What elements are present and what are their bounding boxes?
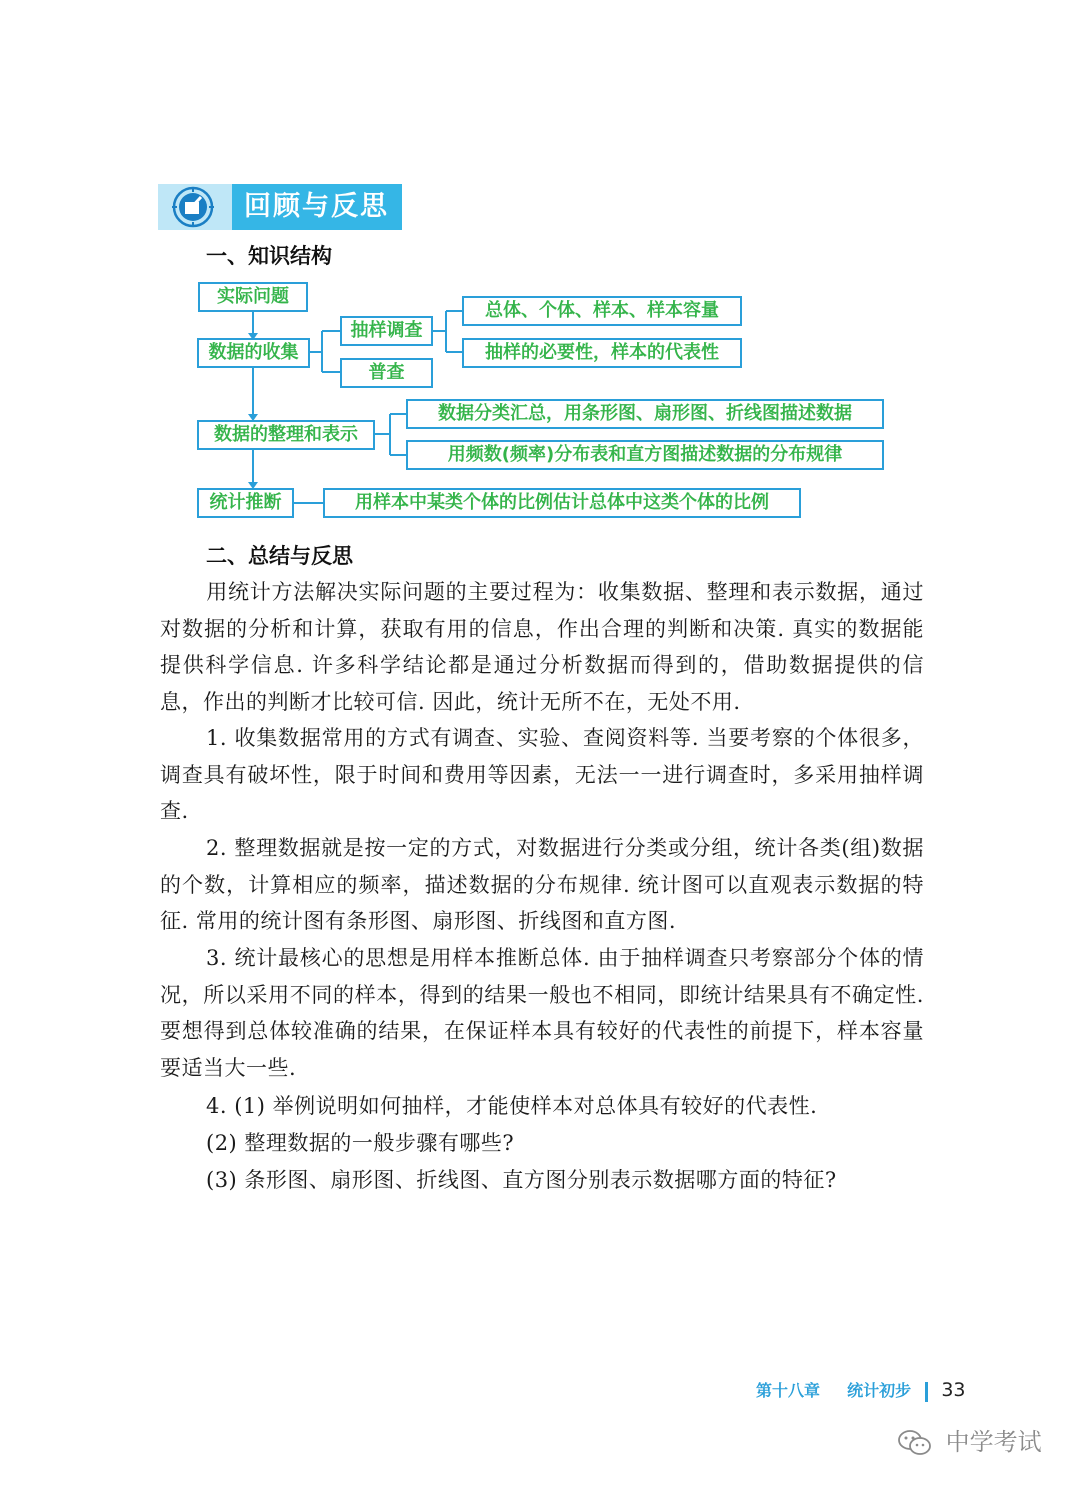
node-frequency-histogram: 用频数(频率)分布表和直方图描述数据的分布规律 <box>406 440 884 470</box>
node-data-collection: 数据的收集 <box>197 338 310 368</box>
paragraph-point-1: 1. 收集数据常用的方式有调查、实验、查阅资料等. 当要考察的个体很多，调查具有破坏性，限于时间和费用等因素，无法一一进行调查时，多采用抽样调查. <box>160 726 924 823</box>
watermark <box>898 1422 1042 1457</box>
watermark-text: 中学考试 <box>945 1428 1042 1456</box>
banner-title: 回顾与反思 <box>232 184 402 230</box>
section-heading-knowledge-structure: 一、知识结构 <box>206 244 332 268</box>
chat-bubbles-icon <box>898 1429 932 1457</box>
question-4-3: (3) 条形图、扇形图、折线图、直方图分别表示数据哪方面的特征? <box>206 1168 837 1192</box>
page-footer <box>756 1378 966 1402</box>
node-sampling-necessity: 抽样的必要性，样本的代表性 <box>462 338 742 368</box>
node-data-organization: 数据的整理和表示 <box>197 420 375 450</box>
page-number: 33 <box>941 1379 966 1401</box>
node-population-concepts: 总体、个体、样本、样本容量 <box>462 296 742 326</box>
question-4-2: (2) 整理数据的一般步骤有哪些? <box>206 1131 515 1155</box>
footer-separator <box>925 1382 928 1402</box>
paragraph-intro: 用统计方法解决实际问题的主要过程为：收集数据、整理和表示数据，通过对数据的分析和计算，获取有用的信息，作出合理的判断和决策. 真实的数据能提供科学信息. 许多科学结论都是通过分析数据而得到的，借助数据提供的信息，作出的判断才比较可信. 因此，统计无所不在，无处不用. <box>160 580 924 714</box>
section-heading-summary: 二、总结与反思 <box>206 544 353 568</box>
node-practical-problem: 实际问题 <box>198 282 308 312</box>
footer-chapter: 第十八章 <box>756 1381 821 1400</box>
footer-subject: 统计初步 <box>847 1381 912 1400</box>
node-census: 普查 <box>340 358 433 388</box>
node-sample-proportion: 用样本中某类个体的比例估计总体中这类个体的比例 <box>323 488 801 518</box>
paragraph-point-2: 2. 整理数据就是按一定的方式，对数据进行分类或分组，统计各类(组)数据的个数，计算相应的频率，描述数据的分布规律. 统计图可以直观表示数据的特征. 常用的统计图有条形图、扇形图、折线图和直方图. <box>160 836 924 933</box>
node-classification-charts: 数据分类汇总，用条形图、扇形图、折线图描述数据 <box>406 399 884 429</box>
question-4-1: 4. (1) 举例说明如何抽样，才能使样本对总体具有较好的代表性. <box>206 1094 818 1118</box>
node-sampling-survey: 抽样调查 <box>340 316 433 346</box>
paragraph-point-3: 3. 统计最核心的思想是用样本推断总体. 由于抽样调查只考察部分个体的情况，所以采用不同的样本，得到的结果一般也不相同，即统计结果具有不确定性. 要想得到总体较准确的结果，在保证样本具有较好的代表性的前提下，样本容量要适当大一些. <box>160 946 924 1080</box>
node-statistical-inference: 统计推断 <box>197 488 294 518</box>
